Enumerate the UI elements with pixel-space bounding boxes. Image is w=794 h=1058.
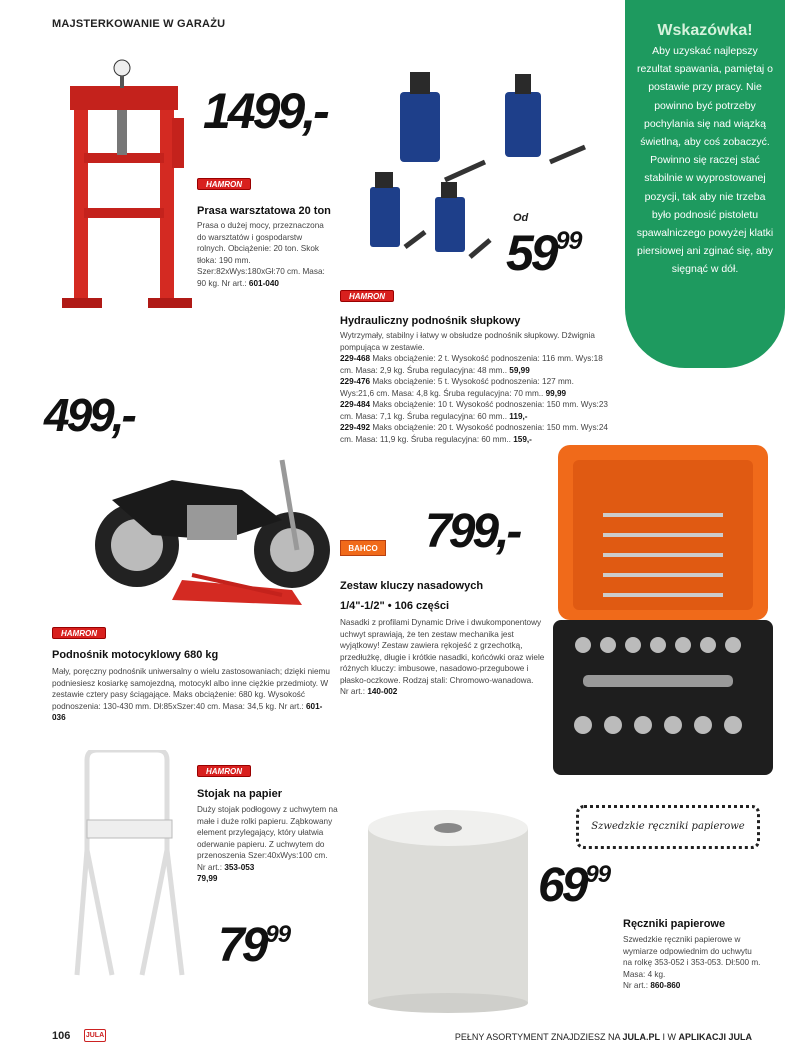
jack-price-prefix: Od (513, 212, 529, 224)
hamron-logo: HAMRON (52, 627, 106, 639)
towels-desc: Szwedzkie ręczniki papierowe w wymiarze odpowiednim do uchwytu na rolkę 353-052 i 353-053. Dł:500 m. Masa: 4 kg. Nr art.: 860-860 (623, 935, 761, 990)
tip-text: Aby uzyskać najlepszy rezultat spawania, pamiętaj o postawie przy pracy. Nie powinno być potrzeby pochylania się nad wiązką świetlną, aby coś zobaczyć. Powinno się raczej stać stabilnie w wyprostowanej pozycji, tak aby nie trzeba było podnosić pistoletu spawalniczego powyżej klatki piersiowej ani zginać się, aby sięgnąć w dół. (636, 45, 774, 276)
press-desc: Prasa o dużej mocy, przeznaczona do warsztatów i gospodarstw rolnych. Obciążenie: 20 ton. Skok tłoka: 190 mm. Szer:82xWys:180xGł:70 cm. Masa: 90 kg. Nr art.: 601-040 (197, 221, 325, 288)
workshop-press-image (62, 58, 192, 313)
sockets-price: 799,- (425, 505, 520, 558)
hamron-logo: HAMRON (340, 290, 394, 302)
bahco-logo: BAHCO (340, 540, 386, 556)
moto-title: Podnośnik motocyklowy 680 kg (52, 649, 219, 661)
jack-variant: 229-468 Maks obciążenie: 2 t. Wysokość podnoszenia: 116 mm. Wys:18 cm. Masa: 2,9 kg. Śruba regulacyjna: 48 mm.. 59,99 (340, 354, 603, 375)
paper-towel-roll-image (363, 808, 533, 1013)
stand-desc: Duży stojak podłogowy z uchwytem na małe i duże rolki papieru. Ząbkowany element przylegający, który ułatwia oderwanie papieru. Z uchwytem do przenoszenia Szer:40xWys:100 cm. Nr art.: 353-053 79,99 (197, 805, 338, 883)
hamron-logo: HAMRON (197, 178, 251, 190)
jack-variant: 229-492 Maks obciążenie: 20 t. Wysokość podnoszenia: 150 mm. Wys:24 cm. Masa: 11,9 kg. Śruba regulacyjna: 60 mm.. 159,- (340, 423, 608, 444)
jack-variant: 229-484 Maks obciążenie: 10 t. Wysokość podnoszenia: 150 mm. Wys:23 cm. Masa: 7,1 kg. Śruba regulacyjna: 60 mm.. 119,- (340, 400, 608, 421)
sockets-title: Zestaw kluczy nasadowych (340, 580, 484, 592)
speech-bubble: Szwedzkie ręczniki papierowe (576, 805, 760, 849)
moto-price: 499,- (44, 389, 134, 441)
hamron-logo: HAMRON (197, 765, 251, 777)
jack-price: $59^{99}$ (506, 225, 582, 281)
section-header: MAJSTERKOWANIE W GARAŻU (52, 18, 226, 30)
footer-text: PEŁNY ASORTYMENT ZNAJDZIESZ NA JULA.PL I W APLIKACJI JULA (454, 1032, 752, 1042)
socket-set-image (553, 440, 773, 780)
press-price: 1499,- (203, 83, 327, 139)
page-number: 106 (52, 1030, 71, 1042)
motorcycle-lift-image (92, 420, 332, 620)
stand-title: Stojak na papier (197, 788, 282, 800)
sockets-subtitle: 1/4"-1/2" • 106 części (340, 600, 450, 612)
sockets-desc: Nasadki z profilami Dynamic Drive i dwukomponentowy uchwyt sprawiają, że ten zestaw mechanika jest wyjątkowy! Zestaw zawiera rękojeść z grzechotką, przedłużkę, długie i krótkie nasadki, końcówki oraz wiele różnych kluczy: imbusowe, nasadowo-przegubowe i płasko-oczkowe. Rodzaj stali: Chromowo-wanadowa. Nr art.: 140-002 (340, 618, 545, 696)
tip-title: Wskazówka! (657, 22, 753, 39)
press-title: Prasa warsztatowa 20 ton (197, 205, 331, 217)
moto-desc: Mały, poręczny podnośnik uniwersalny o wielu zastosowaniach; dzięki niemu podniesiesz kosiarkę samojezdną, motocykl albo inne ciężkie przedmioty. W zestawie cztery pasy ściągające. Maks obciążenie: 680 kg. Wysokość podnoszenia: 130-430 mm. Dł:85xSzer:40 cm. Masa: 34,5 kg. Nr art.: 601-036 (52, 667, 330, 722)
tip-box (625, 0, 785, 368)
site-link[interactable]: JULA.PL (622, 1032, 660, 1042)
jack-variant: 229-476 Maks obciążenie: 5 t. Wysokość podnoszenia: 127 mm. Wys:21,6 cm. Masa: 4,8 kg. Śruba regulacyjna: 70 mm.. 99,99 (340, 377, 574, 398)
jula-logo: JULA (84, 1029, 106, 1042)
towels-price: $69^{99}$ (538, 859, 611, 912)
paper-stand-image (72, 750, 192, 985)
jack-title: Hydrauliczny podnośnik słupkowy (340, 315, 521, 327)
towels-title: Ręczniki papierowe (623, 918, 726, 930)
stand-price: $79^{99}$ (218, 919, 291, 972)
jack-desc: Wytrzymały, stabilny i łatwy w obsłudze podnośnik słupkowy. Dźwignia pompująca w zestawie. 229-468 Maks obciążenie: 2 t. Wysokość podnoszenia: 116 mm. Wys:18 cm. Masa: 2,9 kg. Śruba regulacyjna: 48 mm.. 59,99 229-476 Maks obciążenie: 5 t. Wysokość podnoszenia: 127 mm. Wys:21,6 cm. Masa: 4,8 kg. Śruba regulacyjna: 70 mm.. 99,99 229-484 Maks obciążenie: 10 t. Wysokość podnoszenia: 150 mm. Wys:23 cm. Masa: 7,1 kg. Śruba regulacyjna: 60 mm.. 119,- 229-492 Maks obciążenie: 20 t. Wysokość podnoszenia: 150 mm. Wys:24 cm. Masa: 11,9 kg. Śruba regulacyjna: 60 mm.. 159,- (340, 330, 610, 445)
